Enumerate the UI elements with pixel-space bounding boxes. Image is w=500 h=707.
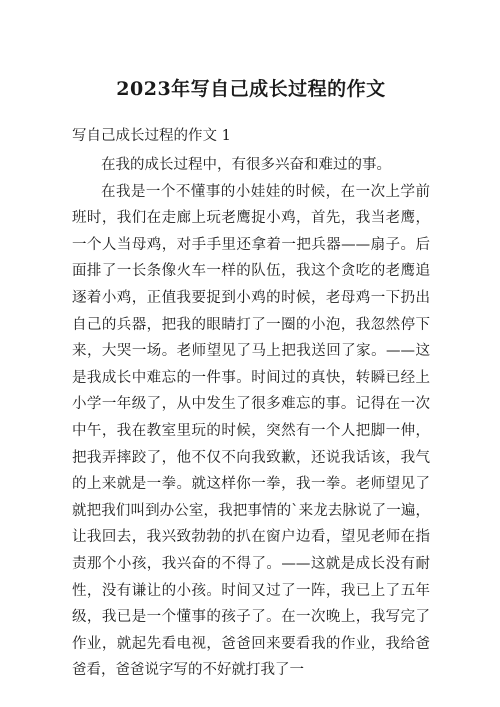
document-title: 2023年写自己成长过程的作文	[116, 78, 386, 100]
paragraph-body: 在我是一个不懂事的小娃娃的时候，在一次上学前班时，我们在走廊上玩老鹰捉小鸡，首先，我当老鹰，一个人当母鸡，对手手里还拿着一把兵器——扇子。后面排了一长条像火车一样的队伍，我这个贪吃的老鹰追逐着小鸡，正值我要捉到小鸡的时候，老母鸡一下扔出自己的兵器，把我的眼睛打了一圈的小泡，我忽然停下来，大哭一场。老师望见了马上把我送回了家。——这是我成长中难忘的一件事。时间过的真快，转瞬已经上小学一年级了，从中发生了很多难忘的事。记得在一次中午，我在教室里玩的时候，突然有一个人把脚一伸，把我弄摔跤了，他不仅不向我致歉，还说我话该，我气的上来就是一拳。就这样你一拳，我一拳。老师望见了就把我们叫到办公室，我把事情的`来龙去脉说了一遍，让我回去，我兴致勃勃的扒在窗户边看，望见老师在指责那个小孩，我兴奋的不得了。——这就是成长没有耐性，没有谦让的小孩。时间又过了一阵，我已上了五年级，我已是一个懂事的孩子了。在一次晚上，我写完了作业，就起先看电视，爸爸回来要看我的作业，我给爸爸看，爸爸说字写的不好就打我了一	[72, 183, 430, 679]
essay-heading: 写自己成长过程的作文 1	[72, 128, 231, 144]
paragraph-intro: 在我的成长过程中，有很多兴奋和难过的事。	[101, 157, 391, 173]
